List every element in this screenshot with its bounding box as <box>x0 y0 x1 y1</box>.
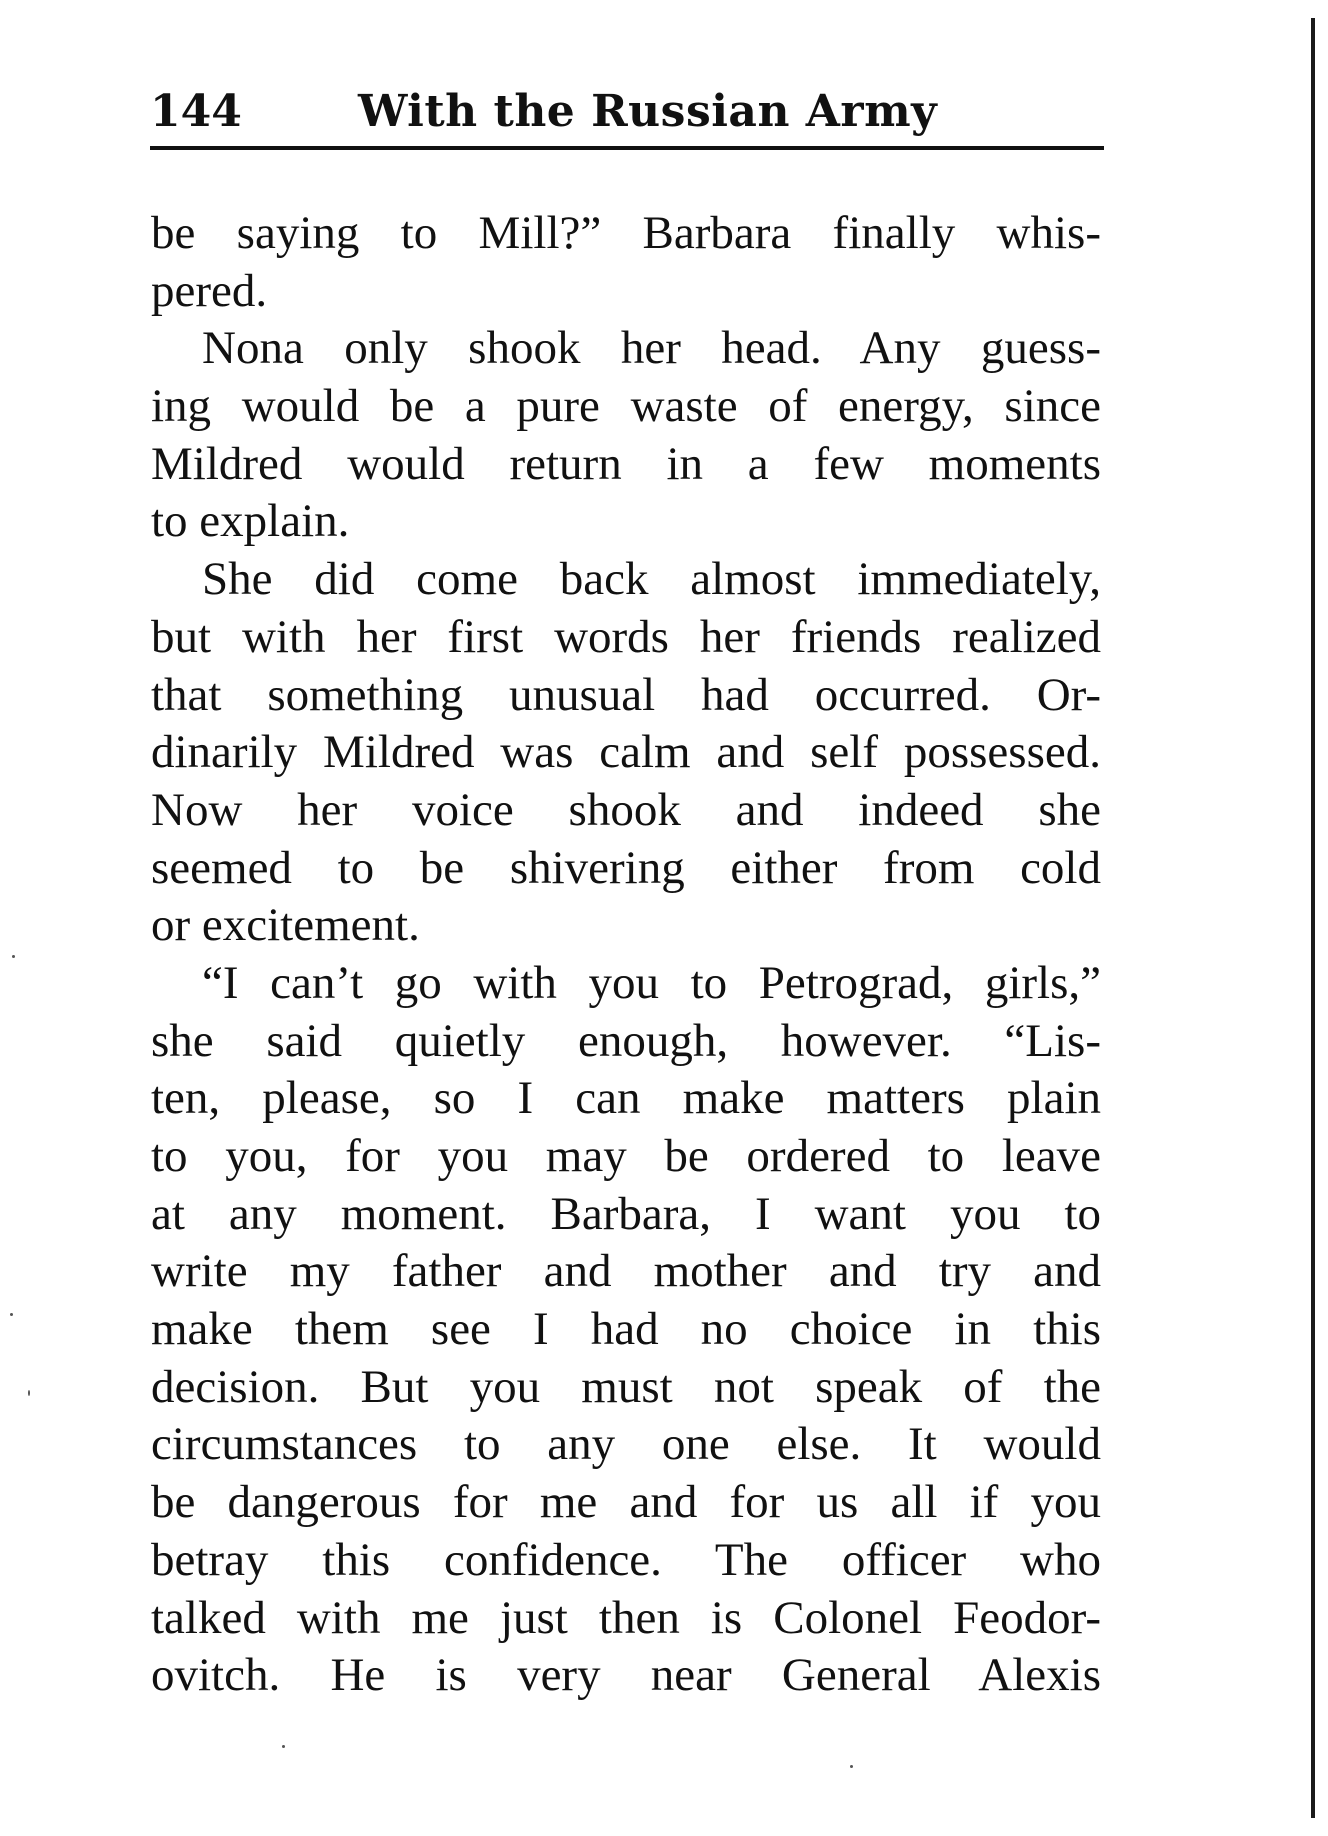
scan-speck <box>10 1313 13 1316</box>
text-line: ovitch. He is very near General Alexis <box>151 1649 1101 1702</box>
text-line: pered. <box>151 264 268 317</box>
scan-speck <box>28 1390 30 1396</box>
page-header <box>150 82 1102 142</box>
text-line: Mildred would return in a few moments <box>151 437 1101 490</box>
binding-edge <box>1311 18 1315 1818</box>
scan-speck <box>12 955 15 958</box>
text-line: that something unusual had occurred. Or- <box>151 668 1101 721</box>
text-line: ten, please, so I can make matters plain <box>151 1072 1101 1125</box>
text-line: Now her voice shook and indeed she <box>151 783 1101 836</box>
text-line: to you, for you may be ordered to leave <box>151 1130 1101 1182</box>
text-line: or excitement. <box>151 899 420 952</box>
scan-speck <box>282 1745 285 1748</box>
body-text <box>151 205 1101 1705</box>
text-line: to explain. <box>151 495 350 548</box>
text-line: at any moment. Barbara, I want you to <box>151 1187 1101 1240</box>
text-line: seemed to be shivering either from cold <box>151 841 1101 894</box>
page-number: 144 <box>150 86 242 137</box>
text-line: She did come back almost immediately, <box>202 553 1101 606</box>
text-line: “I can’t go with you to Petrograd, girls,” <box>202 956 1101 1009</box>
header-rule <box>150 146 1104 150</box>
text-line: dinarily Mildred was calm and self possessed. <box>151 726 1101 779</box>
text-line: but with her first words her friends realized <box>151 610 1101 663</box>
text-line: be dangerous for me and for us all if you <box>151 1476 1101 1529</box>
text-line: ing would be a pure waste of energy, since <box>151 380 1101 433</box>
text-line: decision. But you must not speak of the <box>151 1360 1101 1413</box>
text-line: make them see I had no choice in this <box>151 1303 1101 1356</box>
running-title: With the Russian Army <box>358 86 938 137</box>
text-line: betray this confidence. The officer who <box>151 1533 1101 1586</box>
text-line: circumstances to any one else. It would <box>151 1418 1101 1471</box>
text-line: Nona only shook her head. Any guess- <box>202 322 1101 375</box>
text-line: be saying to Mill?” Barbara finally whis- <box>151 207 1101 259</box>
text-line: talked with me just then is Colonel Feodor- <box>151 1591 1101 1644</box>
scan-speck <box>850 1765 853 1768</box>
text-line: she said quietly enough, however. “Lis- <box>151 1014 1101 1067</box>
text-line: write my father and mother and try and <box>151 1245 1101 1298</box>
